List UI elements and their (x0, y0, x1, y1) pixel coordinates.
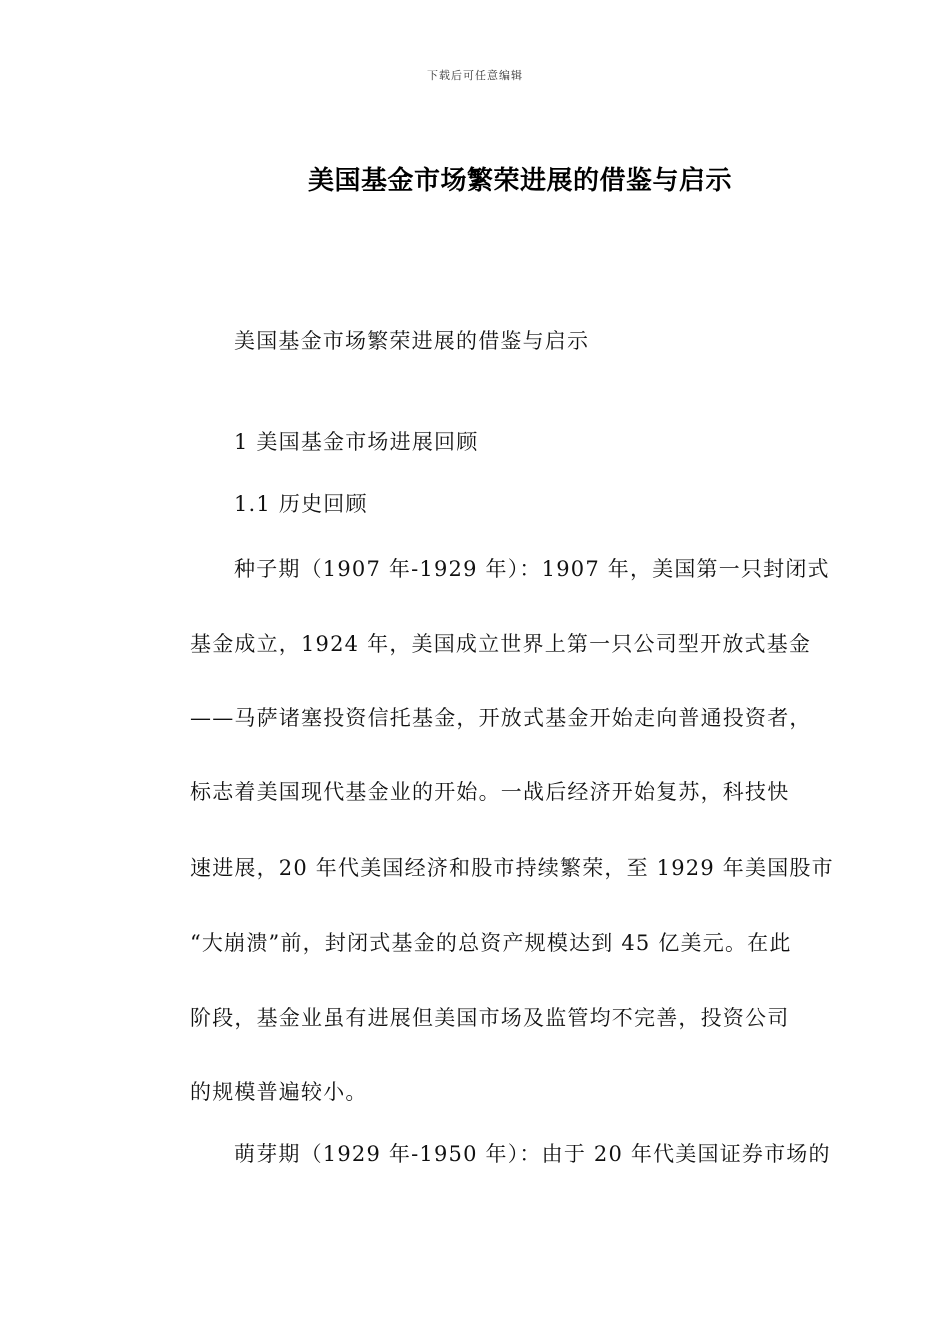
paragraph-line: 的规模普遍较小。 (190, 1080, 368, 1104)
paragraph-line: ——马萨诸塞投资信托基金，开放式基金开始走向普通投资者， (190, 706, 812, 730)
paragraph-line: 基金成立，1924 年，美国成立世界上第一只公司型开放式基金 (190, 632, 812, 656)
paragraph-line: 萌芽期（1929 年-1950 年）：由于 20 年代美国证券市场的 (234, 1142, 831, 1166)
paragraph-line: 标志着美国现代基金业的开始。一战后经济开始复苏，科技快 (190, 780, 790, 804)
section-heading-1-1: 1.1 历史回顾 (234, 492, 368, 516)
paragraph-line: 种子期（1907 年-1929 年）：1907 年，美国第一只封闭式 (234, 557, 830, 581)
paragraph-line: 阶段，基金业虽有进展但美国市场及监管均不完善，投资公司 (190, 1006, 790, 1030)
page-header: 下载后可任意编辑 (427, 69, 523, 82)
paragraph-line: “大崩溃”前，封闭式基金的总资产规模达到 45 亿美元。在此 (190, 931, 792, 955)
body-subtitle: 美国基金市场繁荣进展的借鉴与启示 (234, 329, 590, 353)
section-heading-1: 1 美国基金市场进展回顾 (234, 430, 479, 454)
document-title: 美国基金市场繁荣进展的借鉴与启示 (307, 166, 732, 196)
paragraph-line: 速进展，20 年代美国经济和股市持续繁荣，至 1929 年美国股市 (190, 856, 834, 880)
